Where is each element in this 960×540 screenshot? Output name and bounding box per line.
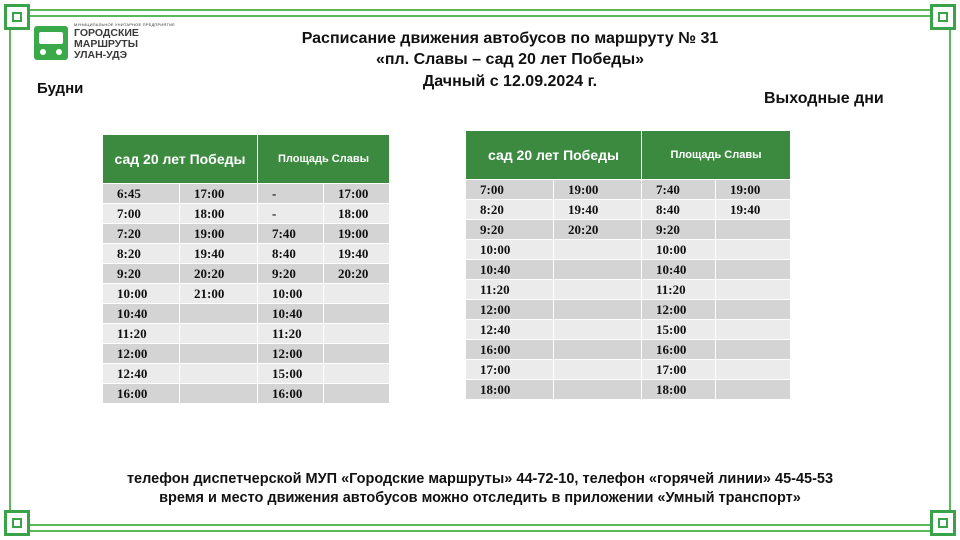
table-cell [554, 300, 642, 320]
frame-corner-top-right [930, 4, 956, 30]
table-cell: 12:40 [466, 320, 554, 340]
table-cell [554, 360, 642, 380]
table-cell: 18:00 [466, 380, 554, 400]
logo-line-3: УЛАН-УДЭ [74, 49, 128, 61]
table-cell: 12:00 [258, 344, 324, 364]
table-cell [716, 320, 791, 340]
table-cell: - [258, 204, 324, 224]
table-cell: 18:00 [180, 204, 258, 224]
table-cell: 10:00 [103, 284, 180, 304]
weekends-label: Выходные дни [764, 90, 884, 107]
table-cell: 7:20 [103, 224, 180, 244]
table-row [466, 360, 791, 380]
table-row [466, 240, 791, 260]
table-cell [716, 340, 791, 360]
table-cell [716, 260, 791, 280]
table-cell: 19:00 [716, 180, 791, 200]
table-cell: 8:40 [642, 200, 716, 220]
table-cell: 19:00 [180, 224, 258, 244]
table-row [103, 364, 390, 384]
table-cell: 19:00 [324, 224, 390, 244]
table-cell: 20:20 [554, 220, 642, 240]
table-cell: 11:20 [103, 324, 180, 344]
table-cell: 6:45 [103, 184, 180, 204]
table-cell: 19:40 [180, 244, 258, 264]
table-cell: 18:00 [642, 380, 716, 400]
table-cell: 15:00 [642, 320, 716, 340]
table-row [466, 340, 791, 360]
table-row [103, 324, 390, 344]
table-cell: 20:20 [180, 264, 258, 284]
table-row [103, 304, 390, 324]
table-cell: 9:20 [103, 264, 180, 284]
table-cell: 10:40 [258, 304, 324, 324]
weekday-header-sad-20-let: сад 20 лет Победы [103, 135, 258, 184]
logo-name [74, 28, 139, 61]
table-cell: 15:00 [258, 364, 324, 384]
table-cell: 12:40 [103, 364, 180, 384]
table-cell: 21:00 [180, 284, 258, 304]
table-cell: 12:00 [103, 344, 180, 364]
table-cell: 17:00 [324, 184, 390, 204]
table-cell: 11:20 [466, 280, 554, 300]
table-cell [716, 220, 791, 240]
table-cell: 11:20 [258, 324, 324, 344]
table-cell: 16:00 [642, 340, 716, 360]
table-cell: 7:00 [103, 204, 180, 224]
weekend-header-sad-20-let: сад 20 лет Победы [466, 131, 642, 180]
table-cell: 9:20 [258, 264, 324, 284]
table-cell [554, 260, 642, 280]
table-cell: 16:00 [466, 340, 554, 360]
table-cell: 7:00 [466, 180, 554, 200]
table-cell [716, 280, 791, 300]
frame-corner-top-left [4, 4, 30, 30]
table-cell: - [258, 184, 324, 204]
table-cell: 10:40 [466, 260, 554, 280]
table-cell: 10:40 [642, 260, 716, 280]
frame-bottom-line-outer [30, 524, 930, 526]
table-row [103, 224, 390, 244]
weekend-schedule-table [465, 130, 791, 400]
table-row [466, 220, 791, 240]
frame-top-line-inner [30, 15, 930, 17]
route-valid-from: Дачный с 12.09.2024 г. [422, 73, 598, 90]
weekday-header-ploshchad-slavy: Площадь Славы [258, 135, 390, 184]
table-cell [180, 384, 258, 404]
table-cell: 18:00 [324, 204, 390, 224]
table-cell [716, 360, 791, 380]
table-cell [324, 384, 390, 404]
bus-icon [34, 26, 68, 60]
table-cell [324, 324, 390, 344]
table-cell: 19:40 [324, 244, 390, 264]
page-title: Расписание движения автобусов по маршруту № 31 [301, 30, 719, 47]
frame-corner-bottom-left [4, 510, 30, 536]
table-row [103, 284, 390, 304]
table-cell: 16:00 [258, 384, 324, 404]
weekday-rows [103, 184, 390, 404]
table-cell: 19:40 [554, 200, 642, 220]
table-cell [180, 304, 258, 324]
frame-top-line-outer [30, 9, 930, 11]
table-row [103, 244, 390, 264]
table-cell: 9:20 [642, 220, 716, 240]
table-cell [324, 304, 390, 324]
table-cell [554, 340, 642, 360]
weekend-header-ploshchad-slavy: Площадь Славы [642, 131, 791, 180]
table-row [103, 184, 390, 204]
table-cell: 8:20 [466, 200, 554, 220]
table-row [466, 200, 791, 220]
table-cell: 11:20 [642, 280, 716, 300]
table-cell: 17:00 [642, 360, 716, 380]
frame-corner-bottom-right [930, 510, 956, 536]
footer-app-info: время и место движения автобусов можно отследить в приложении «Умный транспорт» [159, 490, 801, 506]
table-cell [324, 364, 390, 384]
table-cell [554, 380, 642, 400]
table-cell: 8:20 [103, 244, 180, 264]
table-cell: 19:00 [554, 180, 642, 200]
table-cell [554, 320, 642, 340]
table-cell [554, 280, 642, 300]
table-cell [324, 344, 390, 364]
frame-right-line [949, 30, 951, 510]
table-cell: 19:40 [716, 200, 791, 220]
logo-line-1: ГОРОДСКИЕ [74, 27, 139, 39]
table-cell: 20:20 [324, 264, 390, 284]
frame-left-line [9, 30, 11, 510]
table-cell [716, 300, 791, 320]
table-cell: 16:00 [103, 384, 180, 404]
logo-subtitle: МУНИЦИПАЛЬНОЕ УНИТАРНОЕ ПРЕДПРИЯТИЕ [74, 22, 176, 27]
company-logo [34, 20, 176, 68]
table-cell [180, 364, 258, 384]
table-cell [180, 324, 258, 344]
table-cell: 8:40 [258, 244, 324, 264]
logo-line-2: МАРШРУТЫ [74, 38, 138, 50]
table-cell [716, 240, 791, 260]
table-row [466, 260, 791, 280]
table-row [103, 204, 390, 224]
table-cell: 10:00 [642, 240, 716, 260]
table-cell: 12:00 [466, 300, 554, 320]
table-row [466, 300, 791, 320]
table-row [466, 320, 791, 340]
table-cell [716, 380, 791, 400]
table-row [466, 380, 791, 400]
weekdays-label: Будни [37, 80, 84, 97]
footer-phones: телефон диспетчерской МУП «Городские маршруты» 44-72-10, телефон «горячей линии» 45-45-53 [126, 471, 834, 487]
table-cell: 17:00 [466, 360, 554, 380]
table-cell: 17:00 [180, 184, 258, 204]
weekday-schedule-table [102, 134, 390, 404]
table-cell: 9:20 [466, 220, 554, 240]
route-name: «пл. Славы – сад 20 лет Победы» [375, 51, 645, 68]
table-cell: 12:00 [642, 300, 716, 320]
table-cell [554, 240, 642, 260]
table-row [103, 344, 390, 364]
frame-bottom-line-inner [30, 530, 930, 532]
table-cell: 10:00 [258, 284, 324, 304]
weekend-rows [466, 180, 791, 400]
table-row [103, 384, 390, 404]
table-cell: 7:40 [642, 180, 716, 200]
table-cell: 7:40 [258, 224, 324, 244]
table-row [466, 280, 791, 300]
table-cell: 10:00 [466, 240, 554, 260]
table-cell: 10:40 [103, 304, 180, 324]
table-row [103, 264, 390, 284]
table-cell [180, 344, 258, 364]
table-cell [324, 284, 390, 304]
table-row [466, 180, 791, 200]
